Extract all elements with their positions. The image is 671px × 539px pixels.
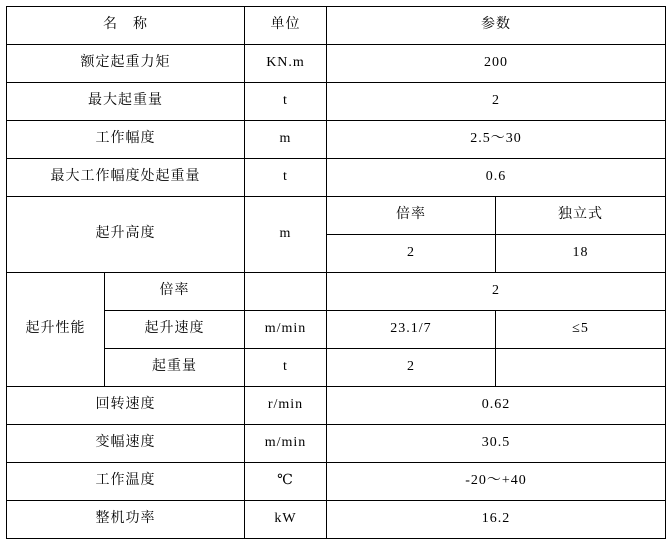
row-value: 2 bbox=[327, 83, 666, 121]
row-unit: m/min bbox=[245, 425, 327, 463]
lift-height-label-row bbox=[7, 197, 666, 235]
lift-performance-unit bbox=[245, 273, 327, 311]
header-param: 参数 bbox=[327, 7, 666, 45]
row-value: -20～+40 bbox=[327, 463, 666, 501]
row-name: 最大起重量 bbox=[7, 83, 245, 121]
table-row bbox=[7, 121, 666, 159]
table-row bbox=[7, 501, 666, 539]
lift-performance-row-2 bbox=[7, 311, 666, 349]
row-unit: kW bbox=[245, 501, 327, 539]
lift-performance-label: 起升速度 bbox=[105, 311, 245, 349]
row-value: 30.5 bbox=[327, 425, 666, 463]
row-value: 0.6 bbox=[327, 159, 666, 197]
table-header-row bbox=[7, 7, 666, 45]
lift-performance-unit: m/min bbox=[245, 311, 327, 349]
row-value: 200 bbox=[327, 45, 666, 83]
lift-performance-unit: t bbox=[245, 349, 327, 387]
row-name: 最大工作幅度处起重量 bbox=[7, 159, 245, 197]
row-value: 16.2 bbox=[327, 501, 666, 539]
row-name: 额定起重力矩 bbox=[7, 45, 245, 83]
lift-performance-row-3 bbox=[7, 349, 666, 387]
lift-height-col1-value: 2 bbox=[327, 235, 496, 273]
table-row bbox=[7, 463, 666, 501]
row-name: 回转速度 bbox=[7, 387, 245, 425]
row-name: 整机功率 bbox=[7, 501, 245, 539]
row-unit: t bbox=[245, 159, 327, 197]
table-row bbox=[7, 83, 666, 121]
row-name: 工作幅度 bbox=[7, 121, 245, 159]
table-row bbox=[7, 45, 666, 83]
lift-height-name: 起升高度 bbox=[7, 197, 245, 273]
lift-performance-label: 倍率 bbox=[105, 273, 245, 311]
row-name: 工作温度 bbox=[7, 463, 245, 501]
lift-height-unit: m bbox=[245, 197, 327, 273]
row-name: 变幅速度 bbox=[7, 425, 245, 463]
lift-performance-value-1: 23.1/7 bbox=[327, 311, 496, 349]
row-unit: KN.m bbox=[245, 45, 327, 83]
lift-performance-value-2: ≤5 bbox=[496, 311, 666, 349]
row-unit: m bbox=[245, 121, 327, 159]
specification-table bbox=[6, 6, 666, 539]
lift-performance-value: 2 bbox=[327, 273, 666, 311]
row-value: 0.62 bbox=[327, 387, 666, 425]
row-value: 2.5～30 bbox=[327, 121, 666, 159]
lift-performance-value-2 bbox=[496, 349, 666, 387]
row-unit: ℃ bbox=[245, 463, 327, 501]
row-unit: r/min bbox=[245, 387, 327, 425]
lift-performance-label: 起重量 bbox=[105, 349, 245, 387]
lift-performance-name: 起升性能 bbox=[7, 273, 105, 387]
table-row bbox=[7, 425, 666, 463]
lift-performance-row-1 bbox=[7, 273, 666, 311]
table-row bbox=[7, 387, 666, 425]
row-unit: t bbox=[245, 83, 327, 121]
lift-height-col1-label: 倍率 bbox=[327, 197, 496, 235]
header-name: 名 称 bbox=[7, 7, 245, 45]
lift-height-col2-value: 18 bbox=[496, 235, 666, 273]
lift-height-col2-label: 独立式 bbox=[496, 197, 666, 235]
table-row bbox=[7, 159, 666, 197]
lift-performance-value-1: 2 bbox=[327, 349, 496, 387]
header-unit: 单位 bbox=[245, 7, 327, 45]
